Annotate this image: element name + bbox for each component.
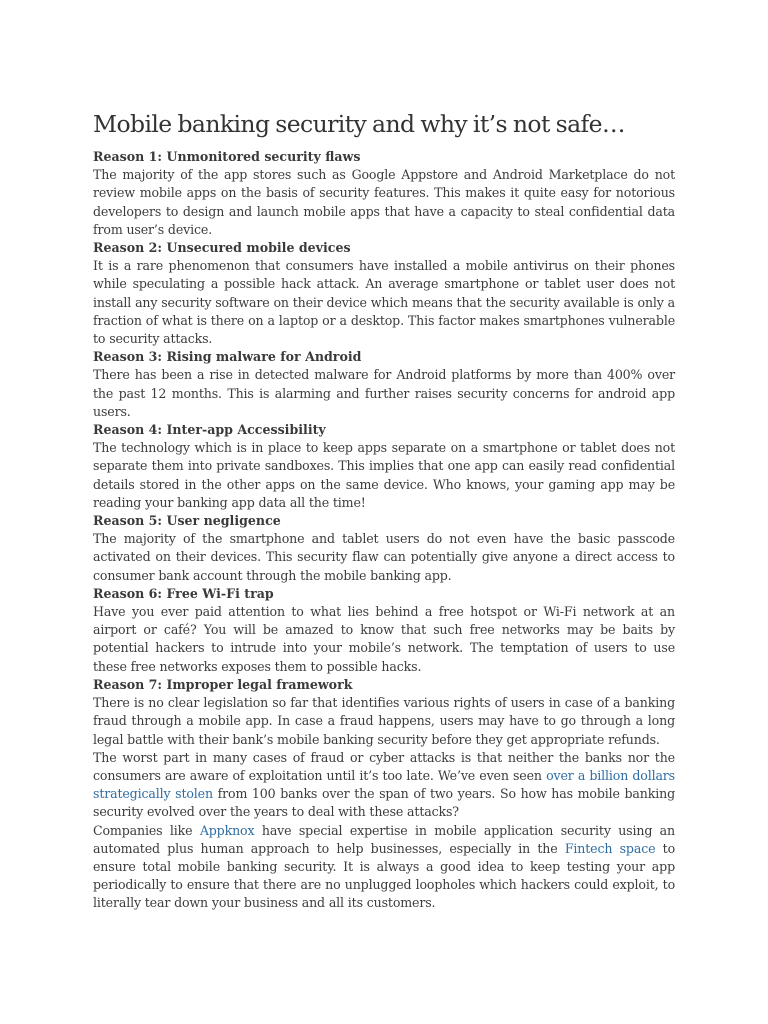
billion-dollars-stolen-link[interactable]: over a billion dollars strategically stolen [93, 767, 675, 802]
section-body: The majority of the smartphone and tablet users do not even have the basic passcode activated on their devices. This security flaw can potentially give anyone a direct access to consumer bank account through the mobile banking app. [93, 531, 675, 583]
section-heading: Reason 4: Inter-app Accessibility [93, 422, 326, 438]
section-reason-1 [93, 148, 675, 239]
paragraph-text: The worst part in many cases of fraud or cyber attacks is that neither the banks nor the consumers are aware of exploitation until it’s too late. We’ve even seen [93, 749, 675, 783]
section-body: Have you ever paid attention to what lies behind a free hotspot or Wi-Fi network at an airport or café? You will be amazed to know that such free networks may be baits by potential hackers to intrude into your mobile’s network. The temptation of users to use these free networks exposes them to possible hacks. [93, 604, 675, 674]
closing-paragraph-2 [93, 822, 675, 913]
section-reason-5 [93, 512, 675, 585]
section-reason-4 [93, 421, 675, 512]
section-heading: Reason 7: Improper legal framework [93, 676, 353, 692]
section-body: There is no clear legislation so far that identifies various rights of users in case of a banking fraud through a mobile app. In case a fraud happens, users may have to go through a long legal battle with their bank’s mobile banking security before they get appropriate refunds. [93, 695, 675, 747]
section-heading: Reason 1: Unmonitored security flaws [93, 149, 361, 164]
document-page [93, 107, 675, 913]
section-body: It is a rare phenomenon that consumers have installed a mobile antivirus on their phones while speculating a possible hack attack. An average smartphone or tablet user does not install any security software on their device which means that the security available is only a fraction of what is there on a laptop or a desktop. This factor makes smartphones vulnerable to security attacks. [93, 258, 675, 347]
section-body: There has been a rise in detected malware for Android platforms by more than 400% over the past 12 months. This is alarming and further raises security concerns for android app users. [93, 367, 675, 419]
section-body: The majority of the app stores such as Google Appstore and Android Marketplace do not review mobile apps on the basis of security features. This makes it quite easy for notorious developers to design and launch mobile apps that have a capacity to steal confidential data from user’s device. [93, 167, 675, 237]
appknox-link[interactable]: Appknox [199, 822, 255, 838]
section-body: The technology which is in place to keep apps separate on a smartphone or tablet does not separate them into private sandboxes. This implies that one app can easily read confidential details stored in the other apps on the same device. Who knows, your gaming app may be reading your banking app data all the time! [93, 440, 675, 510]
section-reason-3 [93, 348, 675, 421]
closing-paragraph-1 [93, 749, 675, 822]
paragraph-text: have special expertise in mobile application security using an automated plus human approach to help businesses, especially in the [93, 822, 675, 856]
paragraph-text: from 100 banks over the span of two years. So how has mobile banking security evolved over the years to deal with these attacks? [93, 786, 675, 820]
paragraph-text: Companies like [93, 822, 200, 838]
section-heading: Reason 5: User negligence [93, 513, 281, 529]
section-reason-7 [93, 676, 675, 749]
section-heading: Reason 3: Rising malware for Android [93, 349, 362, 365]
page-title: Mobile banking security and why it’s not safe… [93, 110, 625, 138]
fintech-space-link[interactable]: Fintech space [564, 840, 656, 856]
section-reason-2 [93, 239, 675, 348]
section-reason-6 [93, 585, 675, 676]
section-heading: Reason 6: Free Wi-Fi trap [93, 585, 274, 601]
paragraph-text: to ensure total mobile banking security. It is always a good idea to keep testing your app periodically to ensure that there are no unplugged loopholes which hackers could exploit, to literally tear down your business and all its customers. [93, 840, 676, 911]
section-heading: Reason 2: Unsecured mobile devices [93, 240, 351, 256]
